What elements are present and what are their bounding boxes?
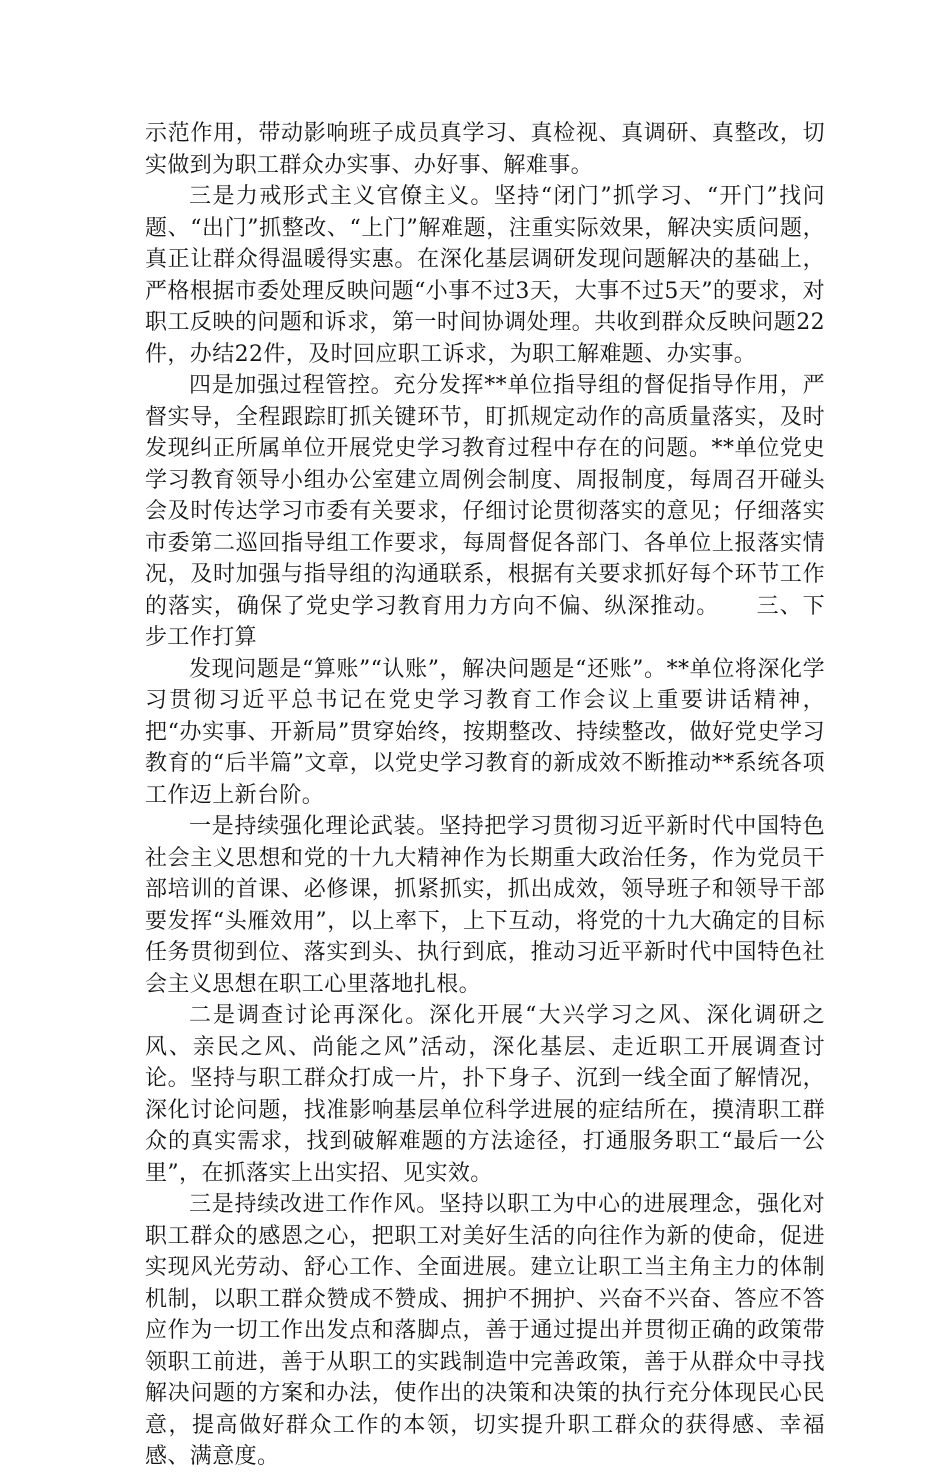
paragraph-theory: 一是持续强化理论武装。坚持把学习贯彻习近平新时代中国特色社会主义思想和党的十九大精神作为长期重大政治任务，作为党员干部培训的首课、必修课，抓紧抓实，抓出成效，领导班子和领导干部要发挥“头雁效用”，以上率下，上下互动，将党的十九大确定的目标任务贯彻到位、落实到头、执行到底，推动习近平新时代中国特色社会主义思想在职工心里落地扎根。 xyxy=(145,814,825,997)
paragraph-continuation: 示范作用，带动影响班子成员真学习、真检视、真调研、真整改，切实做到为职工群众办实事、办好事、解难事。 xyxy=(145,121,825,178)
paragraph-process-control-text: 四是加强过程管控。充分发挥**单位指导组的督促指导作用，严督实导，全程跟踪盯抓关键环节，盯抓规定动作的高质量落实，及时发现纠正所属单位开展党史学习教育过程中存在的问题。**单位党史学习教育领导小组办公室建立周例会制度、周报制度，每周召开碰头会及时传达学习市委有关要求，仔细讨论贯彻落实的意见；仔细落实市委第二巡回指导组工作要求，每周督促各部门、各单位上报落实情况，及时加强与指导组的沟通联系，根据有关要求抓好每个环节工作的落实，确保了党史学习教育用力方向不偏、纵深推动。 xyxy=(145,373,825,619)
paragraph-process-control xyxy=(145,370,825,654)
document-body xyxy=(145,118,825,1473)
paragraph-work-style: 三是持续改进工作作风。坚持以职工为中心的进展理念，强化对职工群众的感恩之心，把职工对美好生活的向往作为新的使命，促进实现风光劳动、舒心工作、全面进展。建立让职工当主角主力的体制机制，以职工群众赞成不赞成、拥护不拥护、兴奋不兴奋、答应不答应作为一切工作出发点和落脚点，善于通过提出并贯彻正确的政策带领职工前进，善于从职工的实践制造中完善政策，善于从群众中寻找解决问题的方案和办法，使作出的决策和决策的执行充分体现民心民意，提高做好群众工作的本领，切实提升职工群众的获得感、幸福感、满意度。 xyxy=(145,1192,825,1469)
paragraph-formalism: 三是力戒形式主义官僚主义。坚持“闭门”抓学习、“开门”找问题、“出门”抓整改、“上门”解难题，注重实际效果，解决实质问题，真正让群众得温暖得实惠。在深化基层调研发现问题解决的基础上，严格根据市委处理反映问题“小事不过3天，大事不过5天”的要求，对职工反映的问题和诉求，第一时间协调处理。共收到群众反映问题22件，办结22件，及时回应职工诉求，为职工解难题、办实事。 xyxy=(145,184,825,367)
paragraph-next-steps-intro: 发现问题是“算账”“认账”，解决问题是“还账”。**单位将深化学习贯彻习近平总书记在党史学习教育工作会议上重要讲话精神，把“办实事、开新局”贯穿始终，按期整改、持续整改，做好党史学习教育的“后半篇”文章，以党史学习教育的新成效不断推动**系统各项工作迈上新台阶。 xyxy=(145,656,825,808)
paragraph-investigation: 二是调查讨论再深化。深化开展“大兴学习之风、深化调研之风、亲民之风、尚能之风”活动，深化基层、走近职工开展调查讨论。坚持与职工群众打成一片，扑下身子、沉到一线全面了解情况，深化讨论问题，找准影响基层单位科学进展的症结所在，摸清职工群众的真实需求，找到破解难题的方法途径，打通服务职工“最后一公里”，在抓落实上出实招、见实效。 xyxy=(145,1003,825,1186)
section-heading-next-steps: 三、下步工作打算 xyxy=(145,593,825,650)
